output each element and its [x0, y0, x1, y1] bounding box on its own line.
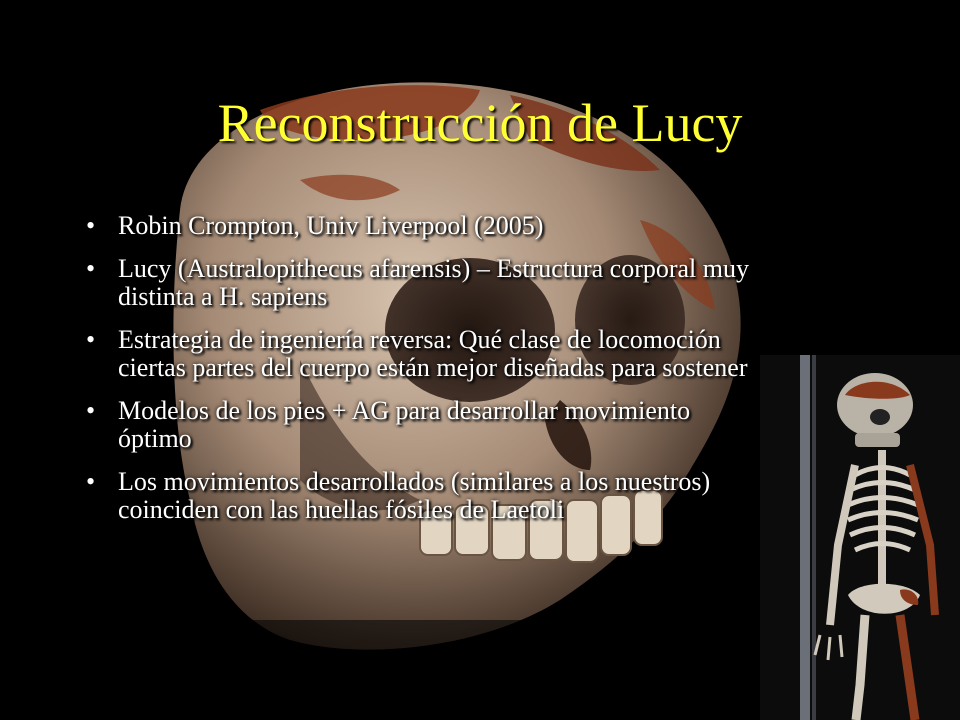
- bullet-text: Robin Crompton, Univ Liverpool (2005): [118, 211, 544, 240]
- bullet-item: [80, 397, 760, 453]
- lucy-skeleton-image: [760, 355, 960, 720]
- bullet-item: [80, 255, 760, 311]
- bullet-text: Lucy (Australopithecus afarensis) – Estructura corporal muy distinta a H. sapiens: [118, 254, 750, 311]
- bullet-icon: •: [86, 396, 96, 425]
- bullet-item: [80, 212, 760, 240]
- bullet-list: [80, 212, 760, 539]
- bullet-item: [80, 326, 760, 382]
- bullet-text: Los movimientos desarrollados (similares a los nuestros) coinciden con las huellas fósiles de Laetoli: [118, 467, 711, 524]
- bullet-text: Modelos de los pies + AG para desarrollar movimiento óptimo: [118, 396, 691, 453]
- bullet-icon: •: [86, 211, 96, 240]
- bullet-text: Estrategia de ingeniería reversa: Qué clase de locomoción ciertas partes del cuerpo están mejor diseñadas para sostener: [118, 325, 748, 382]
- bullet-icon: •: [86, 467, 96, 496]
- bullet-icon: •: [86, 254, 96, 283]
- bullet-item: [80, 468, 760, 524]
- bullet-icon: •: [86, 325, 96, 354]
- slide-title: Reconstrucción de Lucy: [217, 93, 743, 153]
